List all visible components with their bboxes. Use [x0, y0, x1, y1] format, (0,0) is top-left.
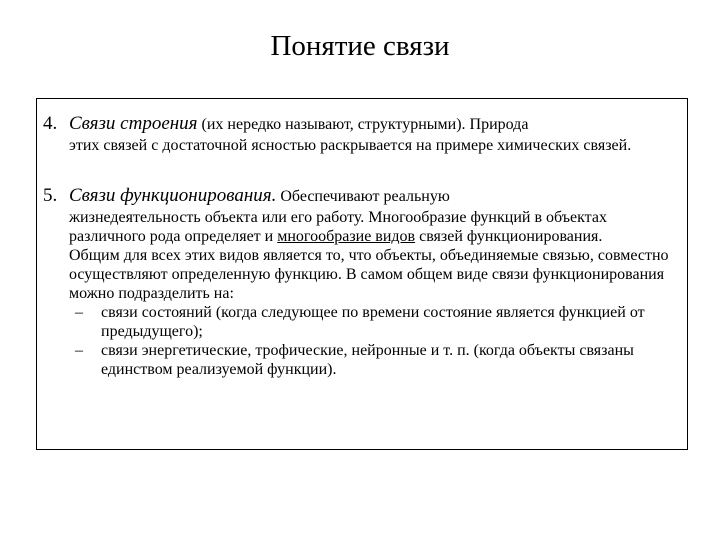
- continuation-text-after: связей функционирования.: [415, 228, 603, 245]
- sub-list-item: [75, 341, 679, 379]
- item-heading-text: Обеспечивают реальную: [276, 188, 450, 205]
- item-heading-text: (их нередко называют, структурными). Природа: [197, 116, 529, 133]
- sub-list-item-text: связи состояний (когда следующее по времени состояние является функцией от предыдущего);: [101, 304, 645, 340]
- sub-list-item: [75, 303, 679, 341]
- item-number: 5.: [43, 185, 58, 206]
- continuation-text-before: жизнедеятельность объекта или его работу. Многообразие функций в объектах различного рода определяет и: [69, 209, 607, 245]
- item-term: Связи функционирования.: [69, 185, 277, 206]
- slide-title: Понятие связи: [270, 30, 450, 62]
- item-continuation: этих связей с достаточной ясностью раскрывается на примере химических связей.: [69, 137, 632, 154]
- sub-list-item-text: связи энергетические, трофические, нейронные и т. п. (когда объекты связаны единством реализуемой функции).: [101, 342, 634, 378]
- item-continuation: [69, 208, 679, 246]
- dash-bullet: –: [75, 342, 83, 359]
- dash-bullet: –: [75, 304, 83, 321]
- item-number: 4.: [43, 113, 58, 134]
- item-heading: [43, 113, 679, 136]
- content-box: [36, 98, 688, 450]
- underlined-phrase: многообразие видов: [277, 228, 416, 245]
- sub-list: [43, 303, 679, 379]
- list-item-structure: [43, 113, 679, 155]
- item-term: Связи строения: [69, 113, 198, 134]
- summary-paragraph: Общим для всех этих видов является то, что объекты, объединяемые связью, совместно осуществляют определенную функцию. В самом общем виде связи функционирования можно подразделить на:: [69, 247, 669, 302]
- item-heading: [43, 185, 679, 208]
- list-item-functioning: [43, 185, 679, 379]
